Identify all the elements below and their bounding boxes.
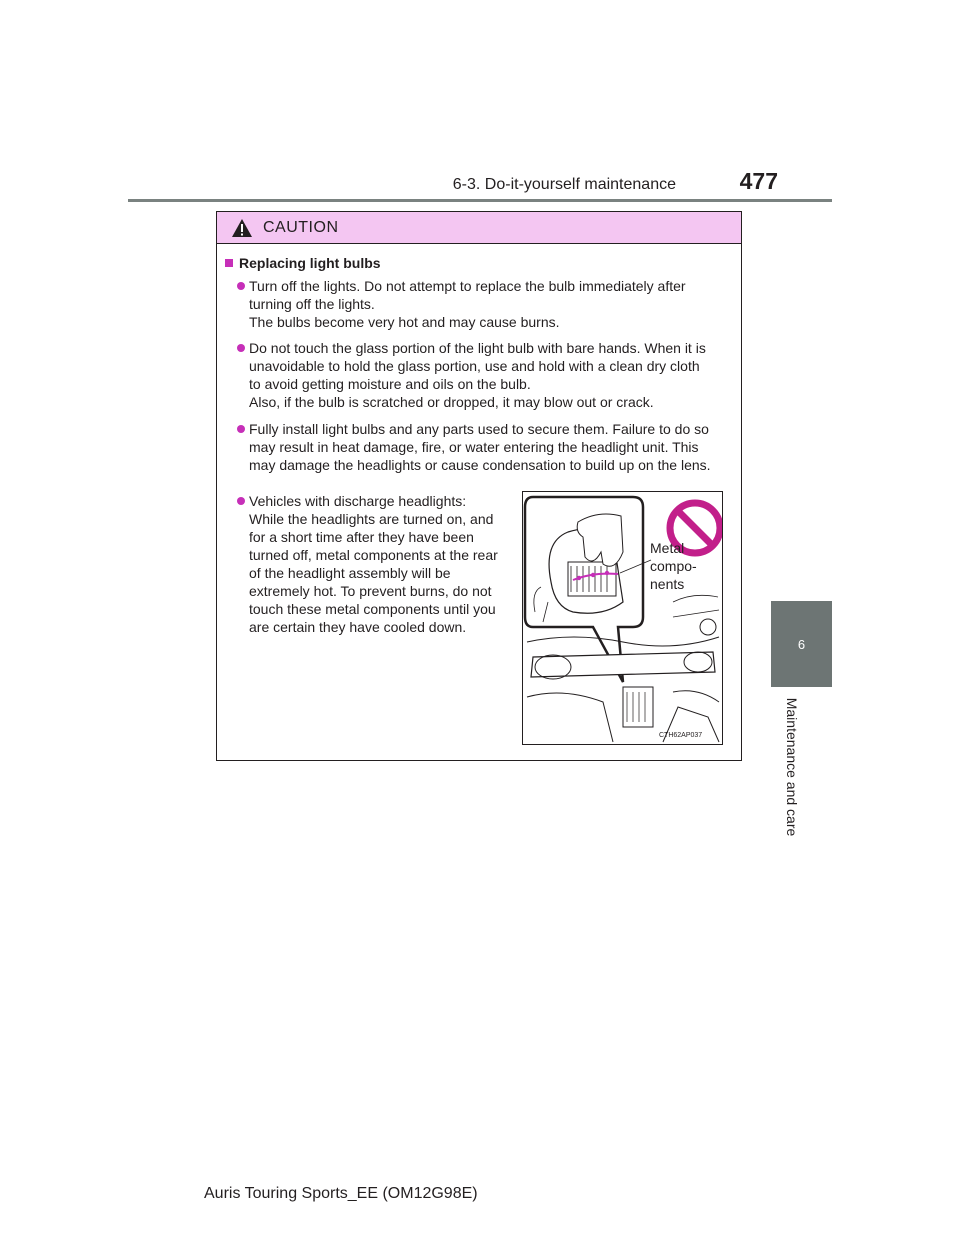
bullet-line: to avoid getting moisture and oils on the bulb.	[249, 376, 531, 392]
bullet-dot-icon	[237, 344, 245, 352]
bullet-line: While the headlights are turned on, and	[249, 511, 494, 527]
bullet-line: The bulbs become very hot and may cause burns.	[249, 314, 560, 330]
warning-triangle-icon	[231, 218, 253, 238]
bullet-dot-icon	[237, 425, 245, 433]
bullet-line: turned off, metal components at the rear	[249, 547, 498, 563]
bullet-dot-icon	[237, 497, 245, 505]
bullet-text	[249, 492, 517, 636]
bullet-line: touch these metal components until you	[249, 601, 496, 617]
headlight-illustration	[522, 491, 723, 745]
label-line: Metal	[650, 540, 685, 556]
bullet-text	[249, 277, 737, 331]
caution-box	[216, 211, 742, 761]
bullet-line: may result in heat damage, fire, or water entering the headlight unit. This	[249, 439, 699, 455]
footer-model: Auris Touring Sports_EE (OM12G98E)	[204, 1185, 478, 1202]
bullet-line: Do not touch the glass portion of the light bulb with bare hands. When it is	[249, 340, 706, 356]
illustration-code: CTH62AP037	[659, 732, 703, 739]
label-line: nents	[650, 576, 685, 592]
metal-components-label	[650, 539, 697, 593]
bullet-line: for a short time after they have been	[249, 529, 474, 545]
bullet-dot-icon	[237, 282, 245, 290]
header-section-title: 6-3. Do-it-yourself maintenance	[452, 176, 676, 193]
bullet-line: Vehicles with discharge headlights:	[249, 493, 467, 509]
section-heading	[225, 255, 381, 271]
chapter-side-label	[752, 692, 832, 842]
bullet-line: Turn off the lights. Do not attempt to replace the bulb immediately after	[249, 278, 686, 294]
header-divider	[128, 199, 832, 202]
chapter-tab[interactable]	[771, 601, 832, 687]
bullet-text	[249, 420, 737, 474]
bullet-line: turning off the lights.	[249, 296, 375, 312]
bullet-line: Also, if the bulb is scratched or dropped, it may blow out or crack.	[249, 394, 654, 410]
engine-bay-drawing	[523, 492, 722, 744]
bullet-line: Fully install light bulbs and any parts used to secure them. Failure to do so	[249, 421, 709, 437]
chapter-title: Maintenance and care	[784, 697, 800, 837]
bullet-text	[249, 339, 737, 411]
chapter-number: 6	[797, 636, 806, 652]
bullet-item	[237, 420, 737, 474]
bullet-item	[237, 277, 737, 331]
bullet-line: unavoidable to hold the glass portion, use and hold with a clean dry cloth	[249, 358, 700, 374]
bullet-line: of the headlight assembly will be	[249, 565, 451, 581]
bullet-line: may damage the headlights or cause condensation to build up on the lens.	[249, 457, 711, 473]
square-bullet-icon	[225, 259, 233, 267]
bullet-line: are certain they have cooled down.	[249, 619, 467, 635]
bullet-item	[237, 492, 517, 636]
caution-header	[217, 212, 741, 244]
label-line: compo-	[650, 558, 697, 574]
page-number: 477	[739, 168, 778, 194]
caution-title: CAUTION	[263, 218, 339, 236]
bullet-line: extremely hot. To prevent burns, do not	[249, 583, 492, 599]
bullet-item	[237, 339, 737, 411]
section-heading-text: Replacing light bulbs	[239, 255, 381, 271]
